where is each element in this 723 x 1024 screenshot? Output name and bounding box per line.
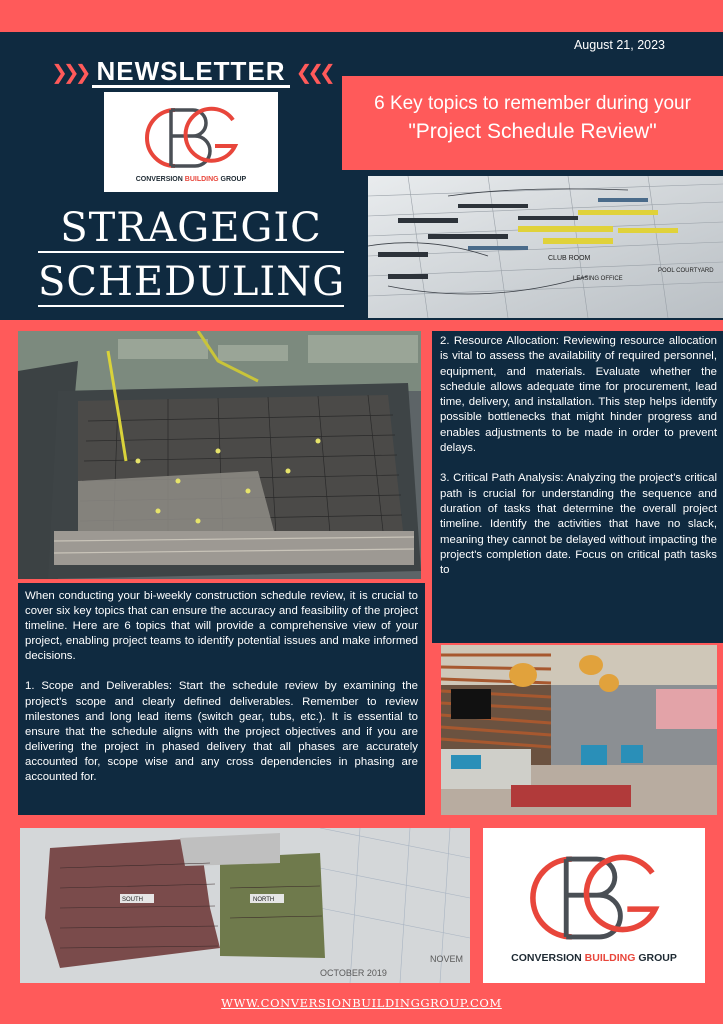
- point-1-scope-deliverables: 1. Scope and Deliverables: Start the schedule review by examining the project's scope and clearly defined deliverables. Remember to review milestones and long lead items (switch gear, tubs, etc.). It is essential to ensure that the schedule aligns with the project objectives and if you are delivering the project in phased delivery that all phases are accurately accounted for, scope wise and any cross dependencies in phasing are accounted for.: [25, 680, 418, 784]
- chevrons-right-icon: ❯❯❯: [51, 60, 87, 84]
- title-line-2: SCHEDULING: [38, 259, 346, 305]
- point-2-resource-allocation: 2. Resource Allocation: Reviewing resource allocation is vital to assess the availability of required personnel, equipment, and materials. Evaluate whether the schedule allows adequate time for procurement, lead time, delivery, and installation. This step helps identify possible bottlenecks that might hinder progress and enables adjustments to be made in order to prevent delays.: [440, 335, 717, 455]
- label-leasing-office: LEASING OFFICE: [573, 276, 623, 282]
- headline-banner: [342, 76, 723, 170]
- point-3-critical-path: 3. Critical Path Analysis: Analyzing the project's critical path is crucial for understanding the sequence and duration of tasks that determine the overall project timeline. Identify the activities that have no slack, meaning they cannot be delayed without impacting the project's completion date. Focus on critical path tasks to: [440, 472, 717, 577]
- cbg-monogram-icon: [131, 102, 251, 174]
- lounge-interior-photo: [441, 645, 717, 815]
- logo-caption: CONVERSION BUILDING GROUP: [135, 175, 247, 183]
- article-intro: When conducting your bi-weekly construction schedule review, it is crucial to cover six key topics that can ensure the accuracy and feasibility of the project timeline. Here are 6 topics that will provide a comprehensive view of your project, enabling project teams to identify potential issues and make informed decisions.: [25, 590, 418, 663]
- cbg-monogram-large-icon: [509, 848, 679, 948]
- floor-plan-photo: [20, 828, 470, 983]
- top-accent-bar: [0, 0, 723, 32]
- issue-date: August 21, 2023: [573, 38, 665, 52]
- title-line-1: STRAGEGIC: [38, 205, 344, 253]
- schedule-chart-photo: [368, 176, 723, 318]
- company-logo-large: [483, 828, 705, 983]
- headline-line-1: 6 Key topics to remember during your: [374, 93, 691, 114]
- construction-site-photo: [18, 331, 421, 579]
- label-north: NORTH: [253, 897, 275, 903]
- label-club-room: CLUB ROOM: [548, 255, 591, 262]
- article-left-column: [18, 583, 425, 815]
- company-logo-small: [104, 92, 278, 192]
- newsletter-label: NEWSLETTER: [92, 57, 289, 88]
- headline-line-2: "Project Schedule Review": [408, 120, 657, 143]
- website-link[interactable]: WWW.CONVERSIONBUILDINGGROUP.COM: [221, 996, 502, 1010]
- label-pool-courtyard: POOL COURTYARD: [658, 268, 714, 274]
- newsletter-title: [38, 205, 344, 307]
- newsletter-banner: [51, 55, 331, 88]
- label-nov-stamp: NOVEM: [430, 954, 464, 964]
- logo-caption-large: CONVERSION BUILDING GROUP: [511, 951, 677, 964]
- chevrons-left-icon: ❮❮❮: [295, 60, 331, 84]
- article-right-column: [432, 331, 723, 643]
- label-south: SOUTH: [122, 897, 143, 903]
- label-date-stamp: OCTOBER 2019: [320, 968, 387, 978]
